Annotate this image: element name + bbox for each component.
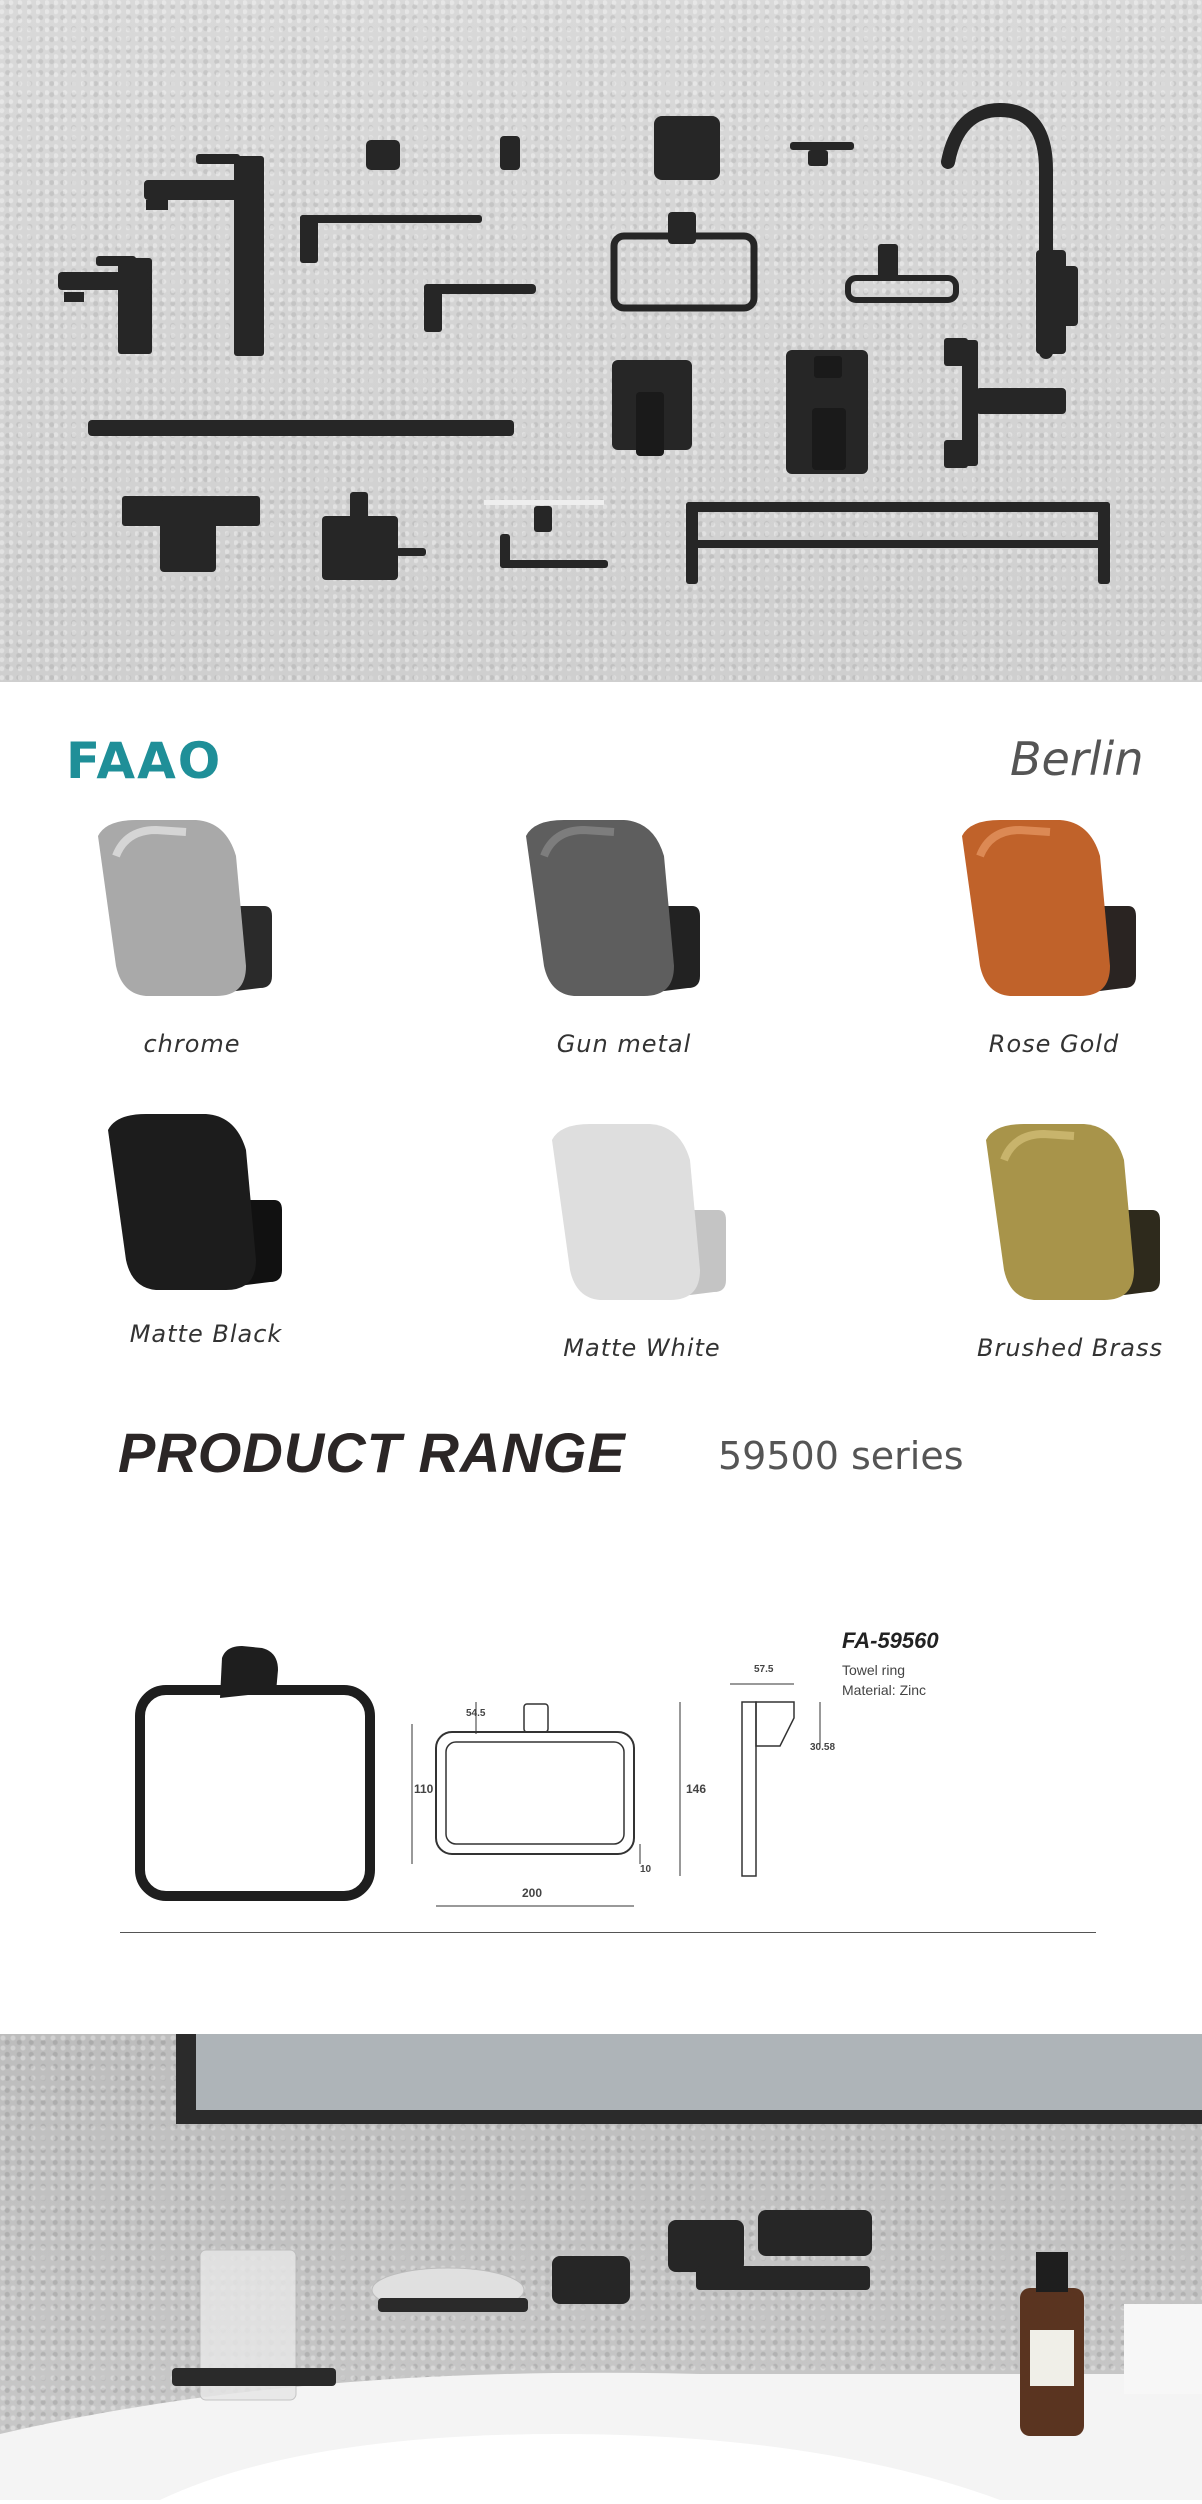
finish-swatch-chrome [86, 816, 286, 1006]
finish-label-rose-gold: Rose Gold [988, 1030, 1120, 1058]
section-divider [120, 1932, 1096, 1933]
product-material: Material: Zinc [842, 1682, 927, 1698]
brand-logo: FAAO [66, 732, 223, 790]
finish-swatch-brushed-brass [974, 1120, 1174, 1310]
series-name: Berlin [1010, 732, 1144, 786]
technical-drawing-front [400, 1676, 660, 1916]
finish-label-chrome: chrome [143, 1030, 241, 1058]
dim-ring-thickness: 10 [640, 1864, 652, 1875]
product-range-title: PRODUCT RANGE [118, 1421, 626, 1484]
finish-swatch-matte-black [96, 1110, 296, 1300]
dim-depth: 146 [686, 1782, 707, 1796]
finish-label-brushed-brass: Brushed Brass [977, 1334, 1163, 1362]
finish-label-matte-black: Matte Black [129, 1320, 283, 1348]
finish-swatch-rose-gold [950, 816, 1150, 1006]
dim-hook-top: 54.5 [466, 1708, 486, 1719]
finish-label-matte-white: Matte White [563, 1334, 721, 1362]
dim-height: 110 [414, 1782, 434, 1796]
product-range-series: 59500 series [718, 1434, 964, 1478]
dim-width: 200 [522, 1886, 543, 1900]
finish-swatch-matte-white [540, 1120, 740, 1310]
product-name: Towel ring [842, 1662, 906, 1678]
hero-products-illustration [0, 0, 1202, 682]
finish-label-gun-metal: Gun metal [556, 1030, 692, 1058]
bathroom-lifestyle-photo [0, 2034, 1202, 2500]
hero-product-collage [0, 0, 1202, 682]
dim-wall-plate: 57.5 [754, 1664, 774, 1675]
finish-swatch-gun-metal [514, 816, 714, 1006]
dim-side-depth: 30.58 [810, 1742, 836, 1753]
towel-ring-photo [130, 1640, 380, 1910]
product-model: FA-59560 [842, 1628, 939, 1653]
